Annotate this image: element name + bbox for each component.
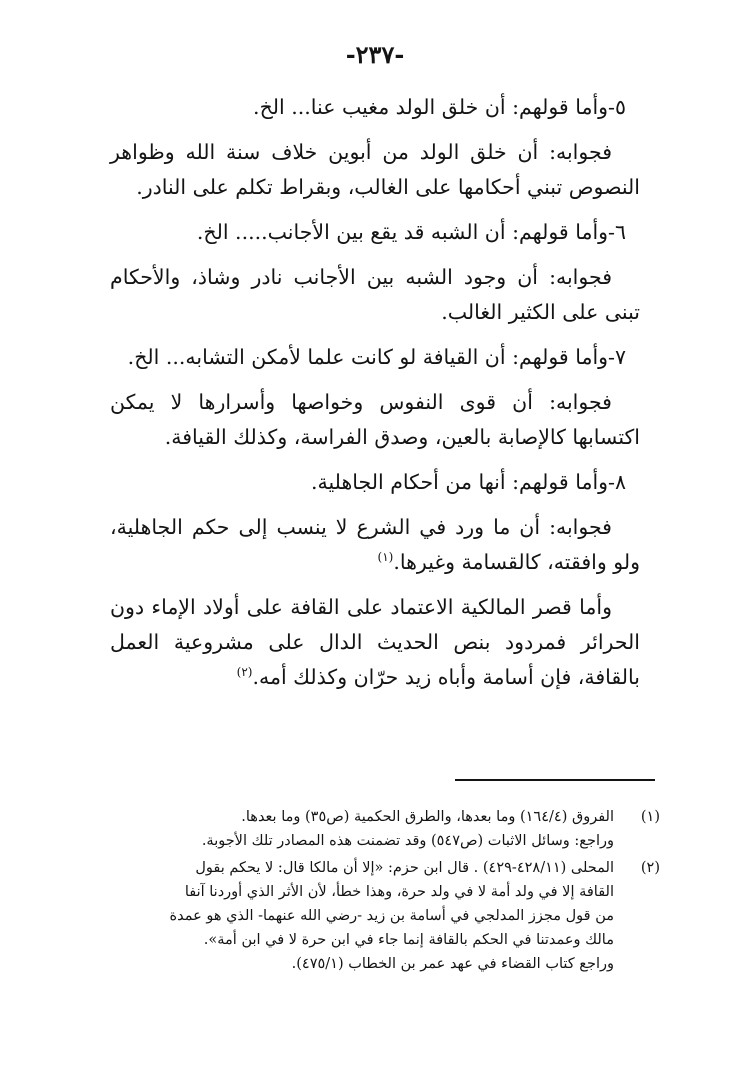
page-number: -٢٣٧-: [345, 40, 405, 69]
answer-8: [110, 510, 640, 580]
objection-6: ٦-وأما قولهم: أن الشبه قد يقع بين الأجانب..... الخ.: [196, 220, 626, 244]
footnote-1: [165, 805, 660, 853]
answer-7: فجوابه: أن قوى النفوس وخواصها وأسرارها لا يمكن اكتسابها كالإصابة بالعين، وصدق الفراسة، وكذلك القيافة.: [110, 390, 640, 449]
footnotes: [165, 805, 660, 979]
answer-6: فجوابه: أن وجود الشبه بين الأجانب نادر وشاذ، والأحكام تبنى على الكثير الغالب.: [110, 265, 640, 324]
footnote-line: وراجع كتاب القضاء في عهد عمر بن الخطاب (٤٧٥/١).: [291, 956, 614, 972]
answer-8-text: فجوابه: أن ما ورد في الشرع لا ينسب إلى حكم الجاهلية، ولو وافقته، كالقسامة وغيرها.: [110, 515, 640, 574]
main-text: [110, 90, 640, 705]
footnote-ref-2[interactable]: (٢): [236, 665, 253, 680]
footnote-number: (١): [640, 809, 660, 825]
footnote-line: وراجع: وسائل الاثبات (ص٥٤٧) وقد تضمنت هذه المصادر تلك الأجوبة.: [201, 833, 614, 849]
footnote-line: المحلى (٤٢٨/١١-٤٢٩) . قال ابن حزم: «إلا أن مالكا قال: لا يحكم بقول القافة إلا في ولد أمة لا في ولد حرة، وهذا خطأ، لأن الأثر الذي أوردنا آنفا من قول مجزز المدلجي في أسامة بن زيد -رضي الله عنهما- الذي هو عمدة مالك وعمدتنا في الحكم بالقافة إنما جاء في ابن حرة لا في ابن أمة».: [169, 860, 614, 948]
answer-5: فجوابه: أن خلق الولد من أبوين خلاف سنة الله وظواهر النصوص تبني أحكامها على الغالب، وبقراط تكلم على النادر.: [110, 140, 640, 199]
footnote-ref-1[interactable]: (١): [377, 550, 394, 565]
footnote-separator: [455, 779, 655, 781]
maliki-paragraph: [110, 590, 640, 695]
footnote-2: [165, 856, 660, 976]
objection-5: ٥-وأما قولهم: أن خلق الولد مغيب عنا... الخ.: [253, 95, 626, 119]
objection-8: ٨-وأما قولهم: أنها من أحكام الجاهلية.: [310, 470, 626, 494]
footnote-line: الفروق (١٦٤/٤) وما بعدها، والطرق الحكمية (ص٣٥) وما بعدها.: [241, 809, 614, 825]
maliki-paragraph-text: وأما قصر المالكية الاعتماد على القافة على أولاد الإماء دون الحرائر فمردود بنص الحديث الدال على مشروعية العمل بالقافة، فإن أسامة وأباه زيد حرّان وكذلك أمه.: [110, 595, 640, 689]
objection-7: ٧-وأما قولهم: أن القيافة لو كانت علما لأمكن التشابه... الخ.: [127, 345, 626, 369]
footnote-number: (٢): [640, 860, 660, 876]
